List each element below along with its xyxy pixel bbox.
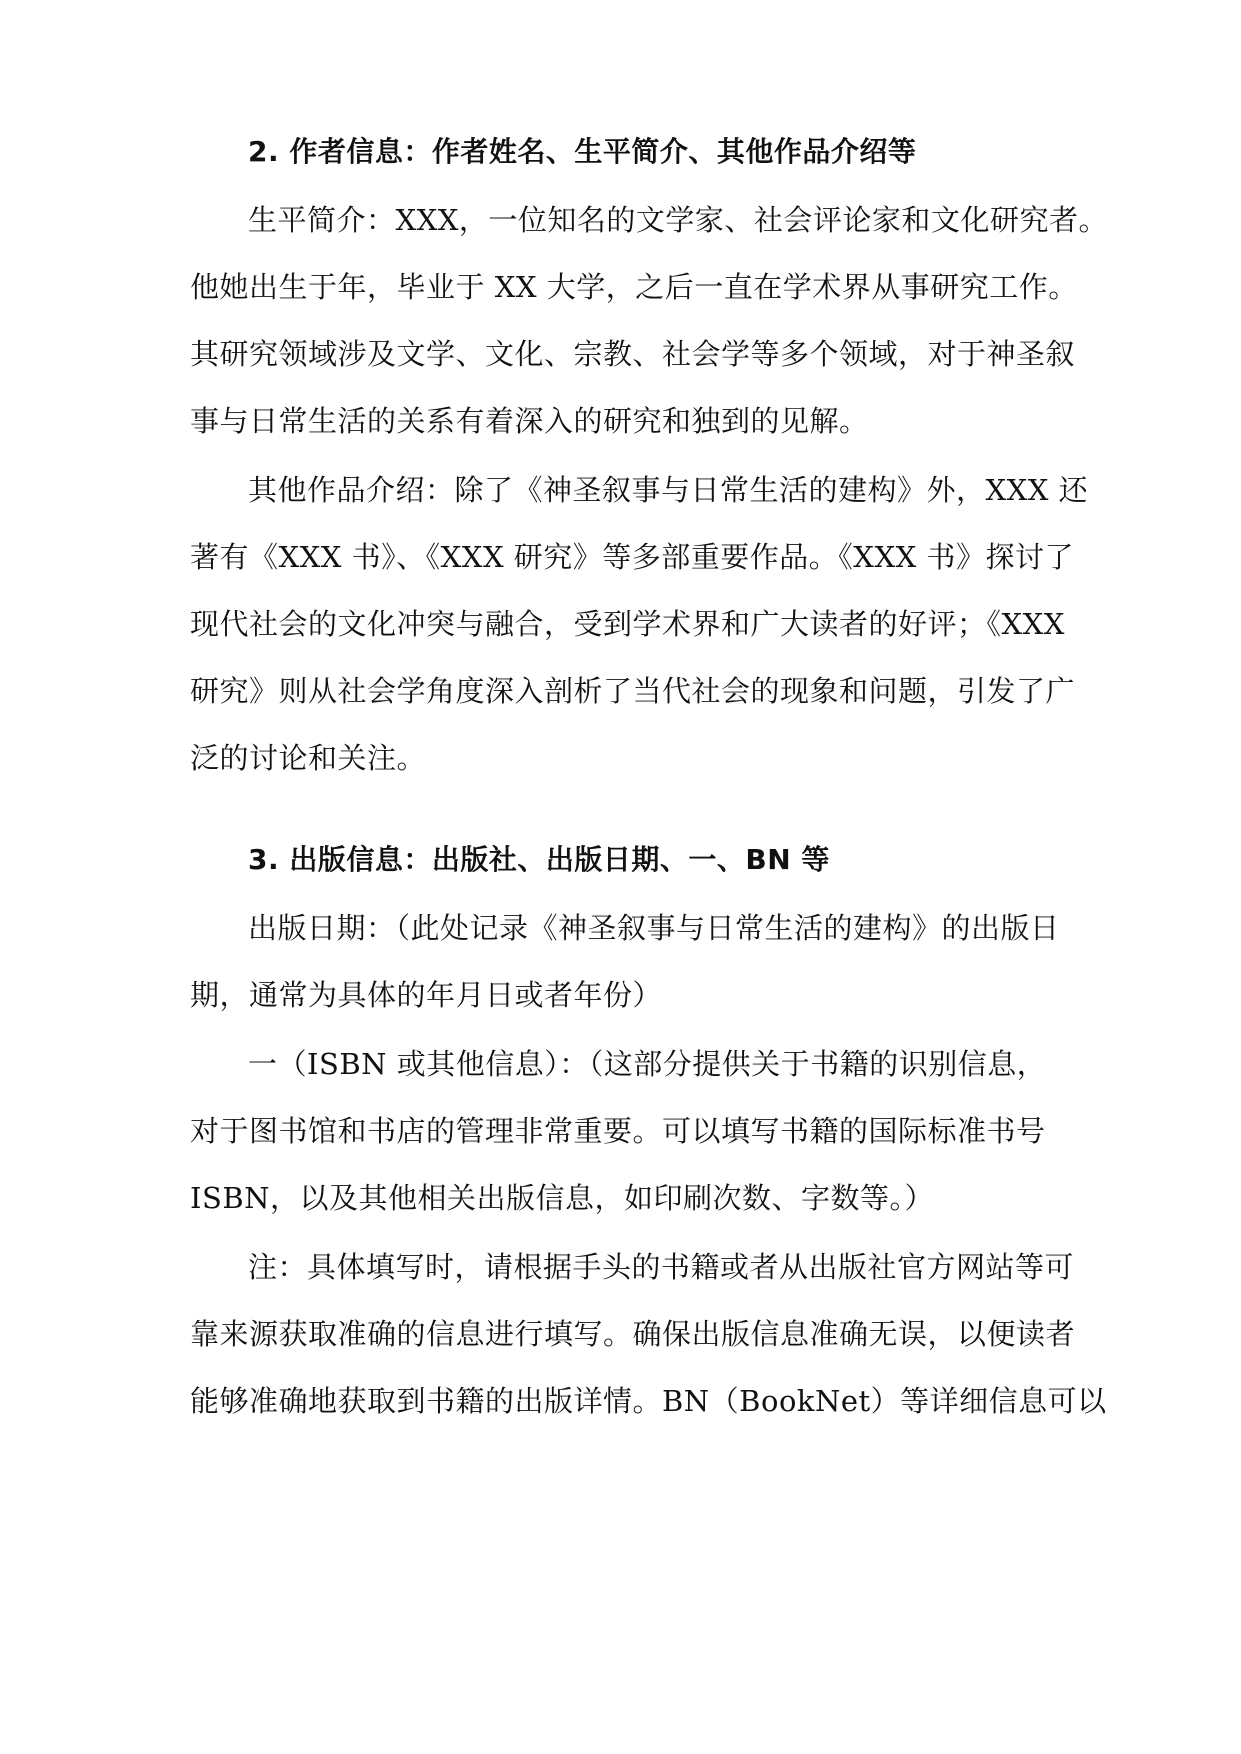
isbn-line: 对于图书馆和书店的管理非常重要。可以填写书籍的国际标准书号 <box>190 1114 1046 1148</box>
works-line: 泛的讨论和关注。 <box>190 741 427 775</box>
bio-line: 生平简介：XXX，一位知名的文学家、社会评论家和文化研究者。 <box>248 203 1108 237</box>
works-line: 著有《XXX 书》、《XXX 研究》等多部重要作品。《XXX 书》探讨了 <box>190 540 1074 574</box>
section-3-heading: 3. 出版信息：出版社、出版日期、一、BN 等 <box>248 843 830 876</box>
bio-line: 事与日常生活的关系有着深入的研究和独到的见解。 <box>190 404 869 438</box>
bio-line: 其研究领域涉及文学、文化、宗教、社会学等多个领域，对于神圣叙 <box>190 337 1076 371</box>
works-line: 研究》则从社会学角度深入剖析了当代社会的现象和问题，引发了广 <box>190 674 1076 708</box>
bio-line: 他她出生于年，毕业于 XX 大学，之后一直在学术界从事研究工作。 <box>190 270 1078 304</box>
date-line: 出版日期：（此处记录《神圣叙事与日常生活的建构》的出版日 <box>248 911 1060 945</box>
works-line: 现代社会的文化冲突与融合，受到学术界和广大读者的好评；《XXX <box>190 607 1065 641</box>
date-line: 期，通常为具体的年月日或者年份） <box>190 978 663 1012</box>
note-line: 能够准确地获取到书籍的出版详情。BN（BookNet）等详细信息可以 <box>190 1384 1107 1418</box>
isbn-line: ISBN，以及其他相关出版信息，如印刷次数、字数等。） <box>190 1181 935 1215</box>
note-line: 靠来源获取准确的信息进行填写。确保出版信息准确无误，以便读者 <box>190 1317 1076 1351</box>
works-line: 其他作品介绍：除了《神圣叙事与日常生活的建构》外，XXX 还 <box>248 473 1089 507</box>
note-line: 注：具体填写时，请根据手头的书籍或者从出版社官方网站等可 <box>248 1250 1075 1284</box>
isbn-line: 一（ISBN 或其他信息）：（这部分提供关于书籍的识别信息， <box>248 1047 1047 1081</box>
section-2-heading: 2. 作者信息：作者姓名、生平简介、其他作品介绍等 <box>248 135 917 168</box>
